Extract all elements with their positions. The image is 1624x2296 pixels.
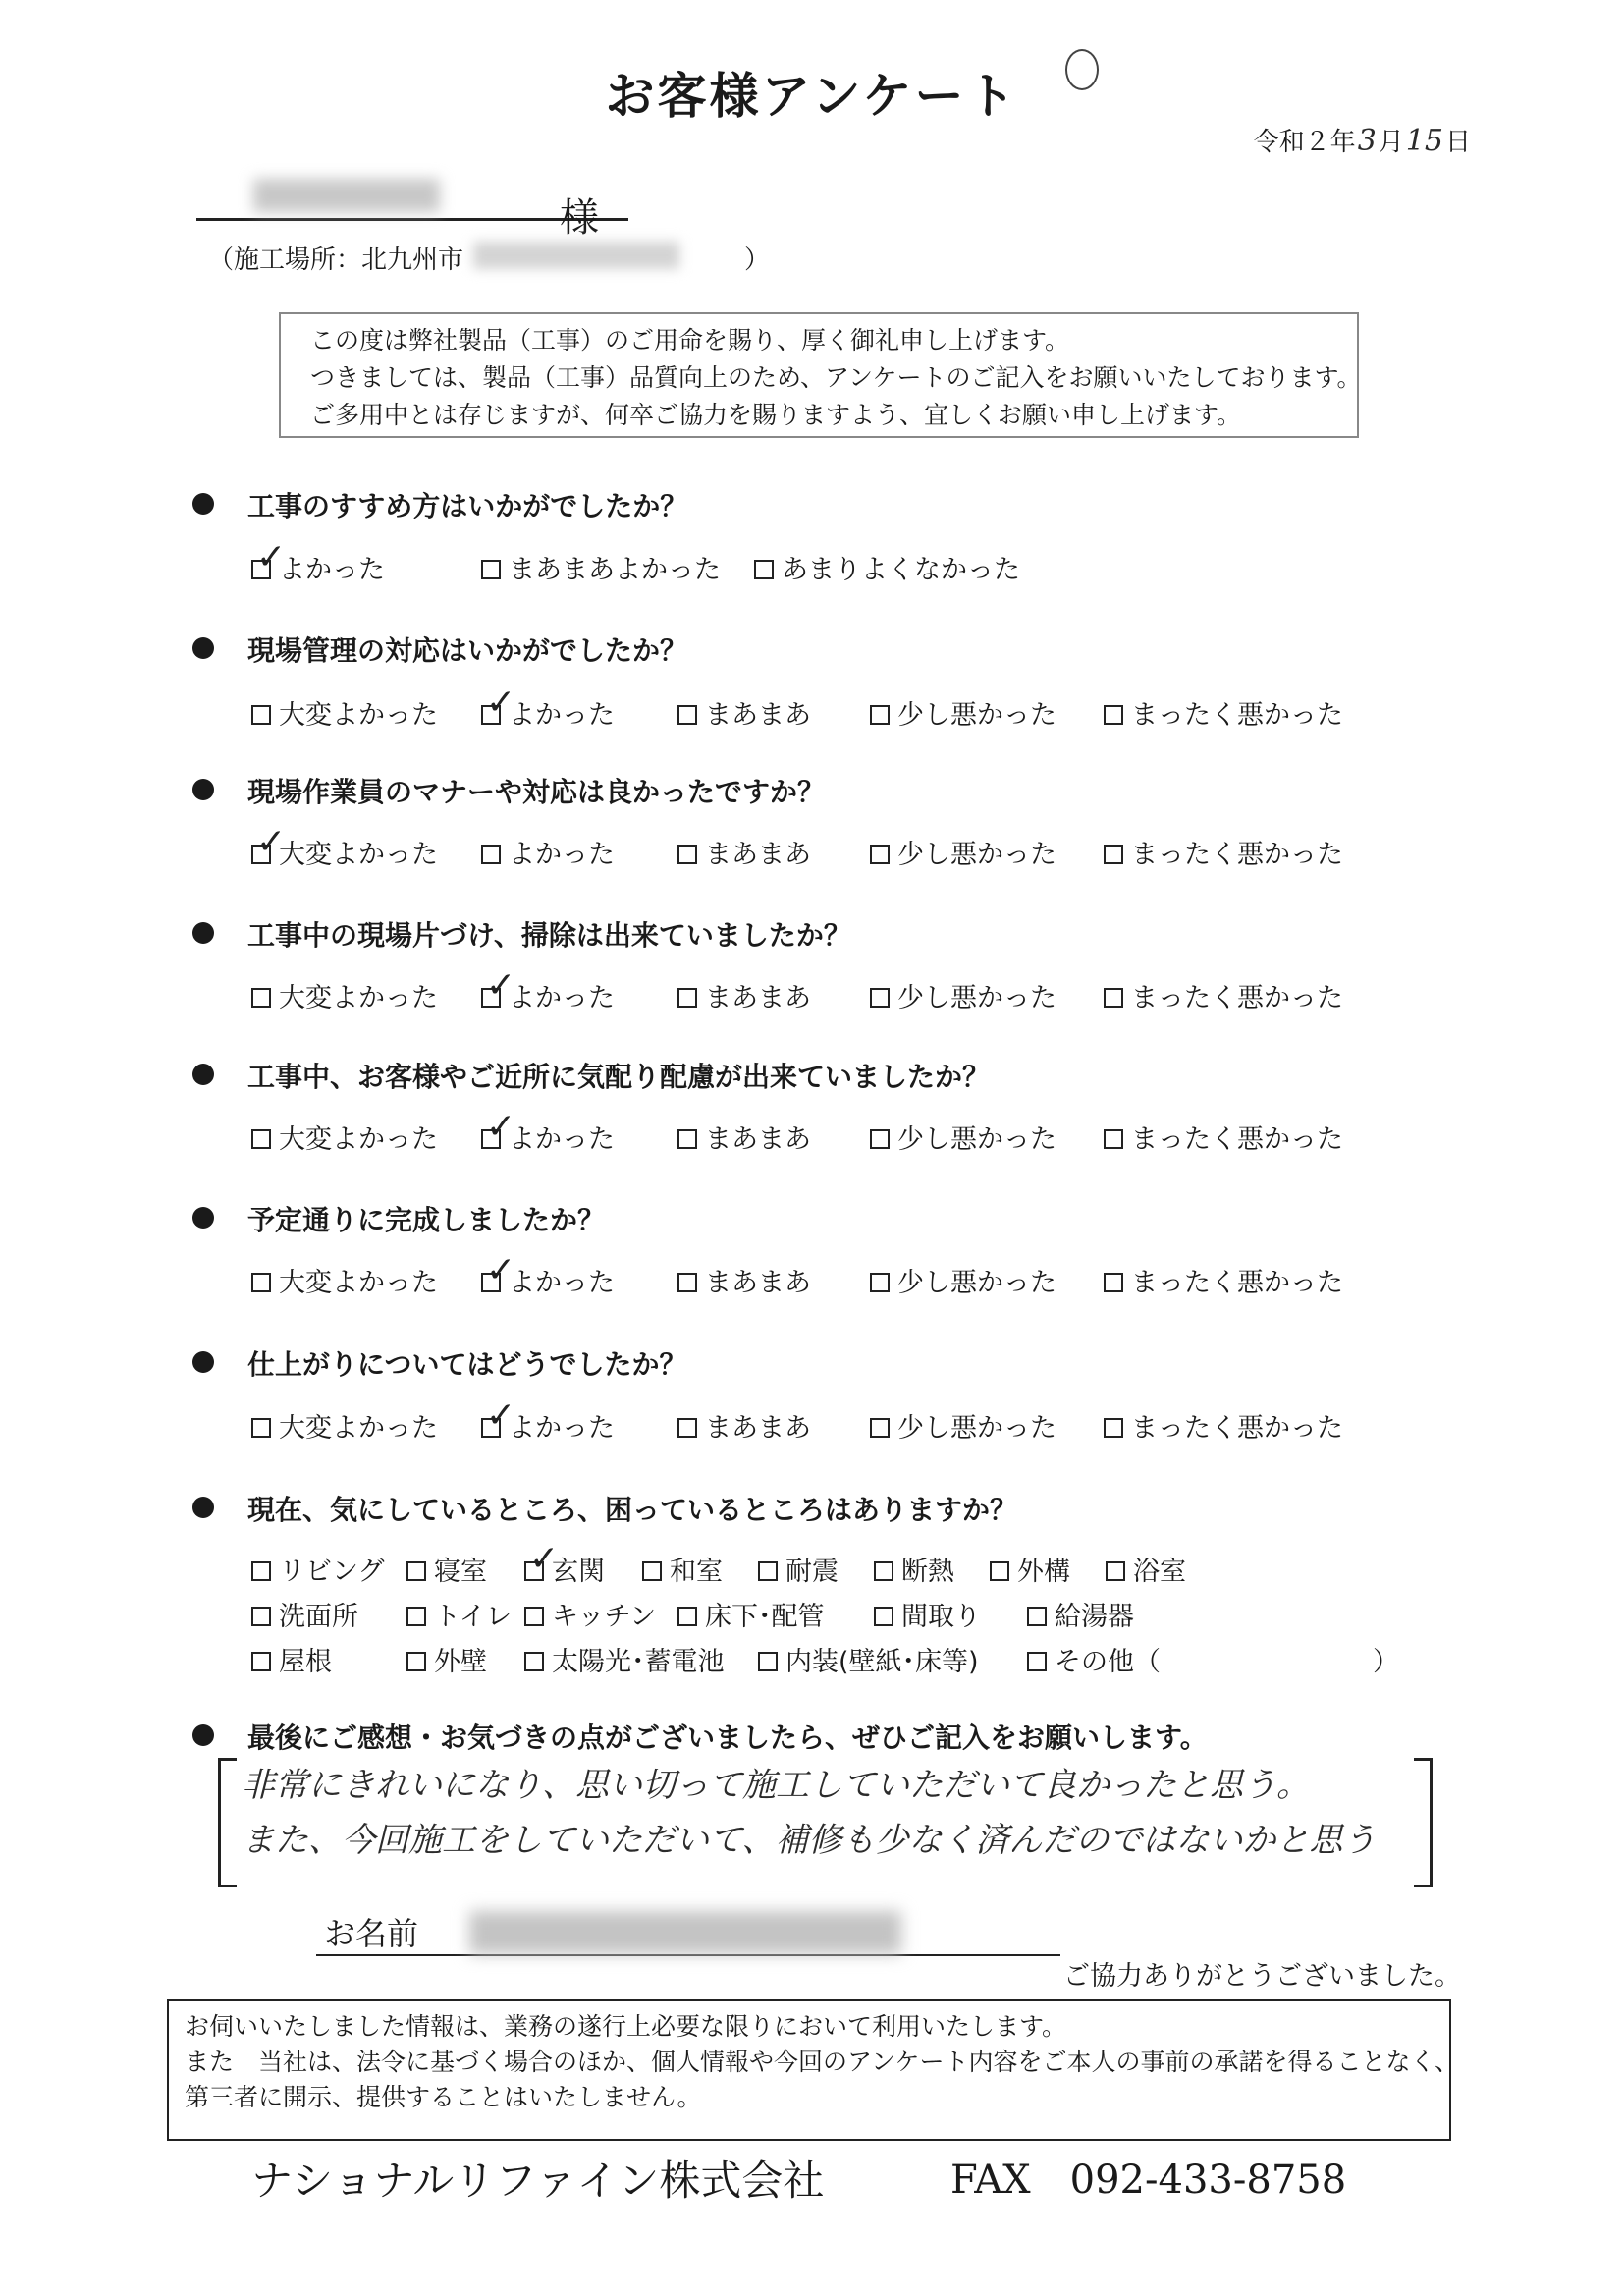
checkbox[interactable] (251, 988, 271, 1008)
option-label: その他（ (1055, 1647, 1161, 1677)
redacted-site-address (473, 242, 679, 269)
check-mark-icon: ✓ (486, 1395, 516, 1436)
option-label: 大変よかった (279, 1124, 438, 1155)
checkbox[interactable] (870, 1129, 890, 1149)
bullet-icon (192, 1207, 214, 1229)
question-9 (192, 1717, 1208, 1756)
option-q3-3[interactable] (677, 833, 811, 871)
redacted-customer-name (253, 179, 440, 212)
handwritten-circle-mark (1065, 49, 1099, 90)
option-label: まあまあ (705, 1268, 811, 1298)
bullet-icon (192, 779, 214, 800)
checkbox[interactable] (406, 1652, 426, 1671)
option-label: あまりよくなかった (782, 555, 1020, 585)
question-7 (192, 1343, 686, 1383)
question-text: 現場作業員のマナーや対応は良かったですか？ (247, 776, 826, 808)
option-label: まあまあよかった (509, 555, 721, 585)
concern-japanese-room[interactable] (642, 1550, 723, 1588)
concern-roof[interactable] (251, 1640, 332, 1678)
check-mark-icon: ✓ (486, 1250, 516, 1290)
privacy-line: また 当社は、法令に基づく場合のほか、個人情報や今回のアンケート内容をご本人の事前の承諾を得ることなく、 (185, 2048, 1460, 2076)
question-text: 現在、気にしているところ、困っているところはありますか？ (247, 1494, 1018, 1526)
option-label: まったく悪かった (1131, 1268, 1343, 1298)
option-q5-5[interactable] (1104, 1118, 1343, 1156)
option-q7-3[interactable] (677, 1406, 811, 1445)
checkbox[interactable] (1104, 845, 1123, 864)
option-label: 大変よかった (279, 1413, 438, 1444)
checkbox[interactable] (677, 1607, 697, 1626)
checkbox[interactable] (1104, 705, 1123, 725)
question-text: 仕上がりについてはどうでしたか？ (247, 1348, 687, 1381)
option-q4-4[interactable] (870, 976, 1056, 1014)
question-5 (192, 1056, 990, 1095)
question-text: 予定通りに完成しましたか？ (247, 1204, 606, 1236)
question-text: 工事中、お客様やご近所に気配り配慮が出来ていましたか？ (247, 1061, 991, 1093)
intro-line: この度は弊社製品（工事）のご用命を賜り、厚く御礼申し上げます。 (310, 326, 1070, 355)
option-q4-5[interactable] (1104, 976, 1343, 1014)
site-city: 北九州市 (361, 246, 464, 275)
option-label: 大変よかった (279, 983, 438, 1013)
option-label: リビング (279, 1557, 385, 1587)
option-label: 床下･配管 (705, 1602, 825, 1632)
question-2 (192, 629, 687, 669)
option-q6-1[interactable] (251, 1261, 438, 1299)
option-label: 玄関 (552, 1557, 605, 1587)
checkbox[interactable] (1104, 1418, 1123, 1438)
checkbox-checked[interactable] (481, 1107, 516, 1149)
checkbox[interactable] (251, 1607, 271, 1626)
concern-bedroom[interactable] (406, 1550, 487, 1588)
option-label: まあまあ (705, 1124, 811, 1155)
option-label: まあまあ (705, 1413, 811, 1444)
intro-box (279, 312, 1362, 438)
concern-living[interactable] (251, 1550, 384, 1588)
option-q2-3[interactable] (677, 693, 811, 732)
checkbox-checked[interactable] (481, 683, 516, 725)
question-8 (192, 1489, 1017, 1528)
option-label: よかった (279, 555, 385, 585)
checkbox[interactable] (677, 1418, 697, 1438)
checkbox[interactable] (251, 1652, 271, 1671)
checkbox[interactable] (1027, 1652, 1047, 1671)
option-q4-3[interactable] (677, 976, 811, 1014)
concern-other[interactable] (1027, 1640, 1161, 1678)
question-3 (192, 771, 825, 810)
option-label: 少し悪かった (897, 1268, 1056, 1298)
check-mark-icon: ✓ (256, 537, 287, 577)
option-label: 内装(壁紙･床等) (785, 1647, 979, 1677)
checkbox[interactable] (1106, 1561, 1125, 1581)
option-q6-5[interactable] (1104, 1261, 1343, 1299)
concern-water-heater[interactable] (1027, 1595, 1134, 1633)
concern-entrance[interactable] (524, 1539, 605, 1588)
date-day-label: 日 (1444, 128, 1471, 157)
option-label: トイレ (434, 1602, 513, 1632)
check-mark-icon: ✓ (529, 1539, 560, 1579)
option-label: 大変よかった (279, 700, 438, 731)
option-q5-2[interactable] (481, 1107, 615, 1156)
option-q3-2[interactable] (481, 833, 615, 871)
checkbox[interactable] (874, 1607, 893, 1626)
checkbox[interactable] (642, 1561, 662, 1581)
company-name: ナショナルリファイン株式会社 (251, 2157, 825, 2205)
site-close-paren: ） (744, 246, 771, 275)
option-q2-5[interactable] (1104, 693, 1343, 732)
question-text: 工事中の現場片づけ、掃除は出来ていましたか？ (247, 919, 851, 952)
option-label: まったく悪かった (1131, 983, 1343, 1013)
checkbox[interactable] (677, 705, 697, 725)
option-label: 断熱 (901, 1557, 954, 1587)
option-label: 大変よかった (279, 840, 438, 870)
checkbox[interactable] (1104, 988, 1123, 1008)
name-field (316, 1954, 1060, 1956)
intro-line: つきましては、製品（工事）品質向上のため、アンケートのご記入をお願いいたしております。 (310, 363, 1362, 392)
option-label: キッチン (552, 1602, 657, 1632)
option-label: まったく悪かった (1131, 700, 1343, 731)
option-label: まったく悪かった (1131, 840, 1343, 870)
option-label: 外構 (1017, 1557, 1070, 1587)
site-label: （施工場所： (208, 246, 362, 275)
concern-exterior[interactable] (990, 1550, 1070, 1588)
check-mark-icon: ✓ (486, 965, 516, 1006)
option-q7-1[interactable] (251, 1406, 438, 1445)
concern-washroom[interactable] (251, 1595, 358, 1633)
option-label: まあまあ (705, 983, 811, 1013)
checkbox[interactable] (481, 845, 501, 864)
question-4 (192, 914, 851, 954)
checkbox[interactable] (870, 988, 890, 1008)
checkbox[interactable] (754, 560, 774, 579)
option-label: よかった (509, 1268, 615, 1298)
checkbox[interactable] (251, 1129, 271, 1149)
concern-toilet[interactable] (406, 1595, 513, 1633)
option-q3-1[interactable] (251, 822, 438, 871)
option-label: よかった (509, 983, 615, 1013)
option-label: 少し悪かった (897, 983, 1056, 1013)
comment-line-2: また、今回施工をしていただいて、補修も少なく済んだのではないかと思う (242, 1821, 1377, 1860)
checkbox-checked[interactable] (251, 822, 287, 864)
option-q3-5[interactable] (1104, 833, 1343, 871)
survey-title: お客様アンケート (605, 68, 1019, 125)
checkbox[interactable] (481, 560, 501, 579)
checkbox-checked[interactable] (481, 1250, 516, 1292)
bullet-icon (192, 1351, 214, 1373)
option-label: 少し悪かった (897, 840, 1056, 870)
check-mark-icon: ✓ (486, 1107, 516, 1147)
concern-other-close: ） (1373, 1647, 1399, 1677)
privacy-notice-box (167, 1999, 1460, 2141)
concern-underfloor-piping[interactable] (677, 1595, 825, 1633)
check-mark-icon: ✓ (486, 683, 516, 723)
option-q6-2[interactable] (481, 1250, 615, 1299)
comment-bracket-right (1414, 1758, 1433, 1887)
checkbox[interactable] (406, 1561, 426, 1581)
option-q6-3[interactable] (677, 1261, 811, 1299)
checkbox[interactable] (251, 1273, 271, 1292)
concern-layout[interactable] (874, 1595, 981, 1633)
option-q5-3[interactable] (677, 1118, 811, 1156)
checkbox-checked[interactable] (481, 1395, 516, 1438)
checkbox[interactable] (524, 1607, 544, 1626)
checkbox-checked[interactable] (524, 1539, 560, 1581)
survey-date (1254, 122, 1471, 158)
option-q1-2[interactable] (481, 548, 721, 586)
concern-kitchen[interactable] (524, 1595, 656, 1633)
fax-number: FAX 092-433-8758 (950, 2158, 1347, 2203)
redacted-signature (469, 1911, 901, 1954)
option-q1-1[interactable] (251, 537, 385, 586)
option-label: 浴室 (1133, 1557, 1186, 1587)
checkbox[interactable] (406, 1607, 426, 1626)
option-q3-4[interactable] (870, 833, 1056, 871)
checkbox[interactable] (870, 845, 890, 864)
option-label: まあまあ (705, 840, 811, 870)
checkbox[interactable] (758, 1652, 778, 1671)
question-text: 工事のすすめ方はいかがでしたか？ (247, 490, 688, 522)
option-q2-2[interactable] (481, 683, 615, 732)
bullet-icon (192, 1497, 214, 1518)
thanks-message: ご協力ありがとうございました。 (1063, 1961, 1461, 1992)
option-label: まあまあ (705, 700, 811, 731)
checkbox[interactable] (251, 1561, 271, 1581)
concern-earthquake[interactable] (758, 1550, 839, 1588)
question-6 (192, 1199, 605, 1238)
option-label: 少し悪かった (897, 1124, 1056, 1155)
privacy-line: 第三者に開示、提供することはいたしません。 (185, 2083, 702, 2111)
option-label: まったく悪かった (1131, 1413, 1343, 1444)
comment-line-1: 非常にきれいになり、思い切って施工していただいて良かったと思う。 (242, 1766, 1310, 1805)
checkbox[interactable] (1027, 1607, 1047, 1626)
checkbox[interactable] (990, 1561, 1009, 1581)
checkbox-checked[interactable] (251, 537, 287, 579)
option-label: 太陽光･蓄電池 (552, 1647, 725, 1677)
date-day: 15 (1405, 124, 1443, 158)
checkbox[interactable] (677, 1129, 697, 1149)
option-q7-2[interactable] (481, 1395, 615, 1445)
option-q7-5[interactable] (1104, 1406, 1343, 1445)
option-q5-4[interactable] (870, 1118, 1056, 1156)
concern-outer-wall[interactable] (406, 1640, 487, 1678)
option-label: 大変よかった (279, 1268, 438, 1298)
date-month-label: 月 (1378, 128, 1404, 157)
concern-insulation[interactable] (874, 1550, 954, 1588)
date-era-year: 令和２年 (1253, 128, 1356, 157)
concern-solar-battery[interactable] (524, 1640, 725, 1678)
option-q6-4[interactable] (870, 1261, 1056, 1299)
option-label: 和室 (670, 1557, 723, 1587)
bullet-icon (192, 637, 214, 659)
comment-bracket-left (218, 1758, 237, 1887)
checkbox[interactable] (870, 705, 890, 725)
option-label: 寝室 (434, 1557, 487, 1587)
bullet-icon (192, 493, 214, 515)
bullet-icon (192, 1064, 214, 1085)
question-text: 最後にご感想・お気づきの点がございましたら、ぜひご記入をお願いします。 (247, 1722, 1208, 1754)
option-label: よかった (509, 700, 615, 731)
option-q4-2[interactable] (481, 965, 615, 1014)
option-label: よかった (509, 1413, 615, 1444)
question-1 (192, 485, 687, 524)
option-label: 少し悪かった (897, 700, 1056, 731)
option-label: 屋根 (279, 1647, 332, 1677)
option-q2-1[interactable] (251, 693, 438, 732)
checkbox[interactable] (251, 705, 271, 725)
checkbox-checked[interactable] (481, 965, 516, 1008)
checkbox[interactable] (870, 1273, 890, 1292)
checkbox[interactable] (677, 1273, 697, 1292)
option-label: よかった (509, 840, 615, 870)
check-mark-icon: ✓ (256, 822, 287, 862)
option-label: 給湯器 (1055, 1602, 1134, 1632)
checkbox[interactable] (524, 1652, 544, 1671)
construction-site (208, 240, 463, 276)
option-q4-1[interactable] (251, 976, 438, 1014)
bullet-icon (192, 1724, 214, 1746)
checkbox[interactable] (1104, 1129, 1123, 1149)
checkbox[interactable] (874, 1561, 893, 1581)
checkbox[interactable] (870, 1418, 890, 1438)
option-label: 外壁 (434, 1647, 487, 1677)
checkbox[interactable] (677, 988, 697, 1008)
option-q1-3[interactable] (754, 548, 1020, 586)
option-label: 洗面所 (279, 1602, 358, 1632)
option-q2-4[interactable] (870, 693, 1056, 732)
date-month: 3 (1357, 124, 1377, 158)
option-q7-4[interactable] (870, 1406, 1056, 1445)
option-label: 耐震 (785, 1557, 839, 1587)
name-label: お名前 (324, 1915, 419, 1952)
checkbox[interactable] (677, 845, 697, 864)
option-label: よかった (509, 1124, 615, 1155)
honorific-sama: 様 (560, 195, 599, 241)
question-text: 現場管理の対応はいかがでしたか？ (247, 634, 688, 667)
checkbox[interactable] (251, 1418, 271, 1438)
bullet-icon (192, 922, 214, 944)
option-q5-1[interactable] (251, 1118, 438, 1156)
concern-bathroom[interactable] (1106, 1550, 1186, 1588)
concern-interior[interactable] (758, 1640, 979, 1678)
option-label: 間取り (901, 1602, 981, 1632)
option-label: まったく悪かった (1131, 1124, 1343, 1155)
checkbox[interactable] (758, 1561, 778, 1581)
option-label: 少し悪かった (897, 1413, 1056, 1444)
checkbox[interactable] (1104, 1273, 1123, 1292)
intro-line: ご多用中とは存じますが、何卒ご協力を賜りますよう、宜しくお願い申し上げます。 (310, 401, 1242, 429)
privacy-line: お伺いいたしました情報は、業務の遂行上必要な限りにおいて利用いたします。 (185, 2012, 1067, 2041)
